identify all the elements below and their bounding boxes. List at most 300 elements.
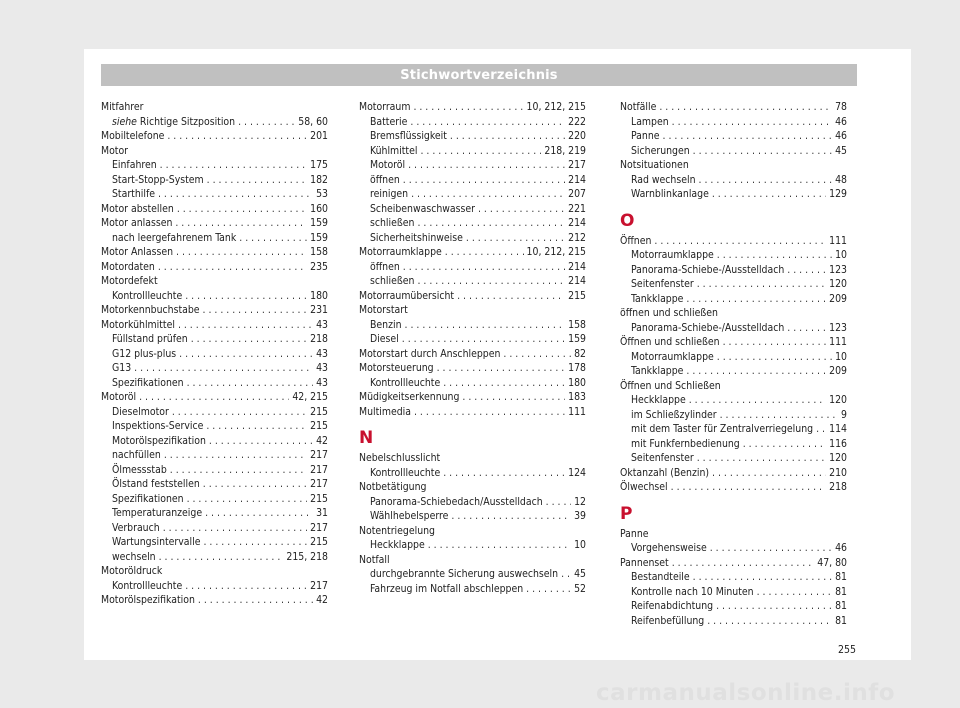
entry-page: 210 [829, 466, 847, 479]
entry-page: 48 [835, 173, 847, 186]
index-subentry [101, 347, 328, 362]
entry-page: 212 [568, 231, 586, 244]
entry-page: 209 [829, 292, 847, 305]
entry-term: G13 [112, 362, 132, 374]
entry-term: mit dem Taster für Zentralverriegelung [631, 423, 814, 435]
entry-term: Multimedia [359, 405, 411, 418]
section-letter: P [620, 503, 633, 524]
entry-term: Motorraumklappe [631, 350, 714, 363]
dot-leader [671, 480, 827, 495]
entry-term: Motorraumübersicht [359, 289, 455, 302]
index-entry [101, 100, 328, 115]
dot-leader [198, 593, 313, 608]
dot-leader [526, 582, 571, 597]
dot-leader [443, 376, 565, 391]
index-entry [101, 129, 328, 144]
index-subentry [620, 541, 847, 556]
dot-leader [175, 216, 307, 231]
entry-term: Reifenbefüllung [631, 614, 705, 627]
entry-term: Motor abstellen [101, 202, 174, 215]
dot-leader [717, 248, 832, 263]
entry-term: Dieselmotor [112, 405, 169, 418]
entry-term: nachfüllen [112, 449, 161, 461]
entry-term: Füllstand prüfen [112, 333, 188, 345]
dot-leader [672, 115, 832, 130]
entry-page: 53 [316, 188, 328, 200]
index-subentry [101, 579, 328, 594]
entry-term: Fahrzeug im Notfall abschleppen [370, 582, 524, 595]
entry-term: Start-Stopp-System [112, 173, 204, 186]
entry-page: 12 [574, 495, 586, 508]
entry-page: 111 [829, 336, 847, 348]
entry-term: Mitfahrer [101, 101, 144, 113]
index-entry [101, 202, 328, 217]
dot-leader [413, 100, 523, 115]
index-subentry [101, 477, 328, 492]
index-entry [101, 318, 328, 333]
entry-page: 182 [310, 173, 328, 186]
entry-term: Panne [620, 527, 649, 540]
entry-page: 81 [835, 600, 847, 612]
entry-term: Notfall [359, 553, 390, 566]
entry-term: öffnen [370, 173, 400, 186]
dot-leader [712, 187, 826, 202]
entry-page: 120 [829, 452, 847, 464]
entry-page: 231 [310, 304, 328, 316]
entry-page: 46 [835, 115, 847, 128]
entry-page: 9 [841, 408, 847, 421]
index-subentry [101, 115, 328, 130]
index-column-1 [101, 100, 328, 608]
entry-page: 159 [568, 333, 586, 345]
index-entry [359, 405, 586, 420]
entry-term: Diesel [370, 333, 399, 345]
entry-term: Spezifikationen [112, 376, 184, 389]
entry-page: 81 [835, 614, 847, 627]
dot-leader [203, 535, 307, 550]
index-entry [101, 303, 328, 318]
index-subentry [101, 289, 328, 304]
entry-term: Kontrollleuchte [370, 376, 441, 389]
index-subentry [359, 144, 586, 159]
dot-leader [466, 231, 565, 246]
entry-page: 81 [835, 571, 847, 583]
index-subentry [620, 408, 847, 423]
index-subentry [620, 437, 847, 452]
dot-leader [417, 274, 565, 289]
entry-term: Ölmessstab [112, 463, 167, 476]
dot-leader [191, 332, 307, 347]
entry-page: 201 [310, 130, 328, 142]
dot-leader [757, 585, 833, 600]
dot-leader [167, 129, 307, 144]
entry-term: Ölwechsel [620, 481, 668, 493]
entry-page: 220 [568, 130, 586, 142]
entry-term: Notsituationen [620, 159, 689, 171]
entry-term: öffnen [370, 260, 400, 273]
header-title: Stichwortverzeichnis [400, 67, 558, 83]
index-subentry [620, 585, 847, 600]
index-subentry [359, 509, 586, 524]
entry-page: 159 [310, 231, 328, 244]
index-subentry [620, 599, 847, 614]
entry-term: Motordefekt [101, 275, 158, 287]
entry-term: Vorgehensweise [631, 542, 707, 554]
dot-leader [403, 260, 565, 275]
index-subentry [101, 463, 328, 478]
entry-term: Kontrollleuchte [370, 466, 441, 479]
entry-page: 160 [310, 202, 328, 215]
entry-term: mit Funkfernbedienung [631, 437, 740, 450]
index-entry [101, 274, 328, 289]
entry-page: 124 [568, 466, 586, 479]
entry-term: Kühlmittel [370, 144, 418, 157]
dot-leader [686, 292, 826, 307]
index-entry [101, 245, 328, 260]
dot-leader [457, 289, 565, 304]
index-subentry [620, 248, 847, 263]
entry-term: Wartungsintervalle [112, 536, 201, 548]
index-subentry [101, 405, 328, 420]
dot-leader [203, 477, 307, 492]
entry-page: 217 [310, 579, 328, 592]
index-entry [101, 144, 328, 159]
entry-term: Motoröl [370, 159, 406, 171]
entry-term: Batterie [370, 115, 408, 128]
index-entry [620, 466, 847, 481]
entry-term: Tankklappe [631, 292, 684, 305]
entry-page: 123 [829, 263, 847, 276]
entry-term: Heckklappe [631, 394, 686, 406]
index-subentry [359, 129, 586, 144]
index-subentry [101, 434, 328, 449]
entry-page: 215 [310, 536, 328, 548]
index-entry [359, 524, 586, 539]
index-entry [620, 480, 847, 495]
index-subentry [101, 550, 328, 565]
dot-leader [437, 361, 566, 376]
index-column-2 [359, 100, 586, 596]
index-subentry [620, 614, 847, 629]
index-subentry [359, 115, 586, 130]
entry-page: 42 [316, 594, 328, 606]
index-column-3 [620, 100, 847, 628]
index-entry [359, 553, 586, 568]
index-subentry [620, 570, 847, 585]
entry-page: 158 [568, 318, 586, 331]
index-subentry [359, 582, 586, 597]
entry-page: 120 [829, 278, 847, 290]
entry-term: nach leergefahrenem Tank [112, 231, 237, 244]
entry-page: 129 [829, 188, 847, 200]
entry-term: Öffnen und Schließen [620, 379, 721, 392]
dot-leader [185, 289, 307, 304]
entry-term: Motorkennbuchstabe [101, 304, 200, 316]
dot-leader [707, 614, 832, 629]
entry-term: Pannenset [620, 556, 669, 569]
entry-page: 215, 218 [286, 550, 328, 563]
entry-page: 10 [835, 350, 847, 363]
dot-leader [445, 245, 524, 260]
index-entry [101, 564, 328, 579]
entry-page: 215 [310, 405, 328, 418]
index-subentry [620, 364, 847, 379]
dot-leader [139, 390, 289, 405]
dot-leader [176, 245, 307, 260]
entry-page: 47, 80 [817, 556, 847, 569]
entry-term: Warnblinkanlage [631, 188, 709, 200]
entry-page: 111 [829, 234, 847, 247]
entry-page: 217 [310, 449, 328, 461]
dot-leader [417, 216, 565, 231]
index-subentry [359, 567, 586, 582]
entry-page: 78 [835, 101, 847, 113]
dot-leader [178, 318, 313, 333]
entry-page: 10 [835, 249, 847, 261]
entry-page: 217 [310, 463, 328, 476]
dot-leader [450, 129, 565, 144]
dot-leader [672, 556, 815, 571]
dot-leader [546, 495, 571, 510]
entry-term: Motorsteuerung [359, 362, 434, 374]
entry-term: Notfälle [620, 101, 657, 113]
entry-page: 31 [316, 507, 328, 519]
index-entry [620, 556, 847, 571]
entry-term: Motoröl [101, 391, 137, 403]
dot-leader [160, 158, 307, 173]
dot-leader [723, 335, 827, 350]
entry-term: Starthilfe [112, 188, 155, 200]
dot-leader [411, 187, 565, 202]
dot-leader [207, 173, 308, 188]
index-subentry [359, 187, 586, 202]
entry-page: 114 [829, 423, 847, 435]
dot-leader [159, 550, 284, 565]
entry-term: Öffnen und schließen [620, 336, 720, 348]
entry-page: 218 [310, 333, 328, 345]
entry-term: Benzin [370, 318, 402, 331]
index-subentry [101, 521, 328, 536]
entry-page: 215 [568, 289, 586, 302]
entry-page: 178 [568, 362, 586, 374]
dot-leader [402, 332, 565, 347]
index-subentry [620, 144, 847, 159]
entry-page: 180 [568, 376, 586, 389]
entry-term: Oktanzahl (Benzin) [620, 466, 710, 479]
entry-term: Ölstand feststellen [112, 478, 200, 490]
index-subentry [620, 173, 847, 188]
index-entry [101, 216, 328, 231]
entry-page: 180 [310, 289, 328, 302]
entry-page: 222 [568, 115, 586, 128]
index-subentry [620, 393, 847, 408]
index-subentry [620, 321, 847, 336]
dot-leader [443, 466, 565, 481]
index-subentry [101, 187, 328, 202]
index-subentry [359, 332, 586, 347]
dot-leader [816, 422, 826, 437]
index-subentry [620, 277, 847, 292]
entry-term: Einfahren [112, 159, 157, 171]
entry-term: Motordaten [101, 260, 155, 273]
entry-term: Bestandteile [631, 571, 690, 583]
index-subentry [359, 274, 586, 289]
entry-page: 10, 212, 215 [526, 246, 586, 258]
index-entry [359, 303, 586, 318]
entry-page: 217 [310, 521, 328, 534]
index-subentry [101, 492, 328, 507]
index-subentry [620, 292, 847, 307]
index-subentry [359, 216, 586, 231]
index-subentry [620, 187, 847, 202]
entry-page: 214 [568, 173, 586, 186]
dot-leader [716, 599, 832, 614]
index-entry [620, 234, 847, 249]
index-subentry [101, 506, 328, 521]
entry-page: 214 [568, 275, 586, 287]
index-entry [620, 306, 847, 321]
entry-term: durchgebrannte Sicherung auswechseln [370, 568, 559, 580]
dot-leader [478, 202, 565, 217]
entry-term: reinigen [370, 188, 409, 200]
entry-page: 215 [310, 492, 328, 505]
entry-term: Motorraum [359, 101, 411, 113]
entry-page: 43 [316, 347, 328, 360]
dot-leader [164, 448, 307, 463]
entry-term: Sicherungen [631, 144, 690, 157]
entry-page: 235 [310, 260, 328, 273]
dot-leader [720, 408, 838, 423]
entry-term: Temperaturanzeige [112, 507, 203, 519]
entry-page: 159 [310, 217, 328, 229]
entry-page: 217 [310, 478, 328, 490]
entry-page: 10, 212, 215 [526, 101, 586, 113]
index-subentry [359, 376, 586, 391]
entry-term: Motor anlassen [101, 217, 173, 229]
index-entry [359, 347, 586, 362]
dot-leader [206, 419, 307, 434]
entry-term: Motor [101, 144, 129, 157]
dot-leader [712, 466, 826, 481]
dot-leader [663, 129, 833, 144]
dot-leader [659, 100, 832, 115]
dot-leader [405, 318, 566, 333]
index-subentry [620, 115, 847, 130]
dot-leader [187, 376, 314, 391]
dot-leader [403, 173, 565, 188]
index-subentry [359, 260, 586, 275]
entry-page: 58, 60 [298, 115, 328, 128]
entry-term: Mobiltelefone [101, 130, 165, 142]
entry-term: Verbrauch [112, 521, 160, 534]
entry-term: Kontrolle nach 10 Minuten [631, 585, 754, 598]
dot-leader [163, 521, 307, 536]
index-subentry [359, 466, 586, 481]
dot-leader [187, 492, 308, 507]
entry-term: Motorölspezifikation [101, 594, 195, 606]
entry-page: 116 [829, 437, 847, 450]
section-letter: O [620, 210, 635, 231]
index-subentry [620, 451, 847, 466]
dot-leader [177, 202, 307, 217]
entry-term: Motoröldruck [101, 565, 163, 577]
entry-page: 218 [829, 481, 847, 493]
entry-text: Richtige Sitzposition [136, 115, 236, 128]
dot-leader [205, 506, 313, 521]
entry-term: Bremsflüssigkeit [370, 130, 447, 142]
dot-leader [561, 567, 571, 582]
entry-term: Motorölspezifikation [112, 434, 206, 447]
index-subentry [101, 361, 328, 376]
index-subentry [359, 538, 586, 553]
entry-term: Seitenfenster [631, 452, 694, 464]
entry-page: 52 [574, 582, 586, 595]
entry-page: 39 [574, 510, 586, 522]
entry-term: Wählhebelsperre [370, 510, 449, 522]
dot-leader [787, 321, 826, 336]
entry-term: Notbetätigung [359, 481, 427, 493]
entry-term: Panorama-Schiebe-/Ausstelldach [631, 321, 785, 334]
entry-term: Panorama-Schiebedach/Ausstelldach [370, 495, 543, 508]
entry-term: Reifenabdichtung [631, 600, 714, 612]
index-subentry [101, 231, 328, 246]
entry-page: 175 [310, 159, 328, 171]
dot-leader [408, 158, 565, 173]
index-entry [101, 390, 328, 405]
entry-term: Tankklappe [631, 365, 684, 377]
dot-leader [420, 144, 541, 159]
entry-page: 46 [835, 542, 847, 554]
dot-leader [172, 405, 307, 420]
index-entry [359, 245, 586, 260]
dot-leader [697, 277, 826, 292]
entry-page: 45 [574, 568, 586, 580]
dot-leader [451, 509, 571, 524]
entry-page: 217 [568, 159, 586, 171]
index-subentry [620, 263, 847, 278]
entry-term: schließen [370, 275, 415, 287]
page-header [101, 64, 857, 86]
entry-page: 42 [316, 434, 328, 447]
entry-page: 46 [835, 130, 847, 142]
dot-leader [209, 434, 313, 449]
entry-page: 214 [568, 217, 586, 229]
dot-leader [697, 451, 826, 466]
dot-leader [503, 347, 571, 362]
entry-term: Motorstart [359, 304, 408, 316]
index-subentry [359, 318, 586, 333]
index-subentry [620, 350, 847, 365]
index-entry [359, 100, 586, 115]
index-entry [620, 100, 847, 115]
index-subentry [620, 129, 847, 144]
entry-page: 43 [316, 376, 328, 389]
entry-term: Öffnen [620, 234, 652, 247]
dot-leader [787, 263, 826, 278]
entry-term: schließen [370, 217, 415, 229]
index-entry [620, 527, 847, 542]
entry-page: 214 [568, 260, 586, 273]
entry-page: 209 [829, 365, 847, 377]
index-subentry [101, 535, 328, 550]
entry-term: Nebelschlusslicht [359, 452, 441, 464]
entry-term: Kontrollleuchte [112, 289, 183, 302]
dot-leader [239, 231, 307, 246]
index-entry [359, 361, 586, 376]
index-entry [620, 335, 847, 350]
dot-leader [699, 173, 833, 188]
index-subentry [101, 419, 328, 434]
